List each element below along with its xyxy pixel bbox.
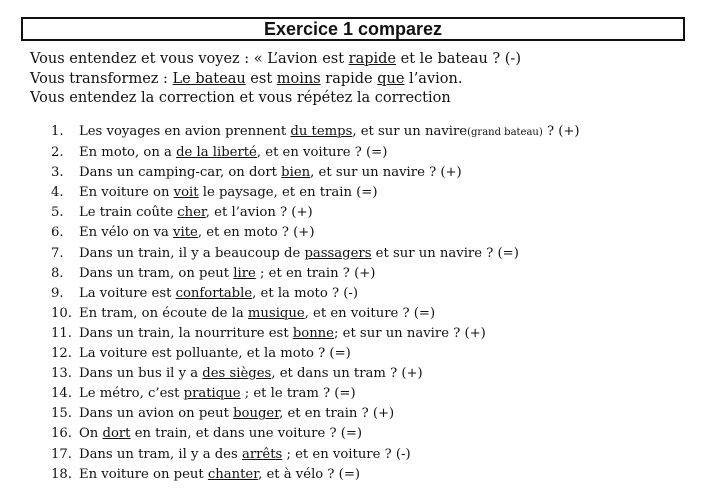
item-number: 2. (51, 145, 64, 161)
list-item (51, 163, 580, 183)
item-text (79, 122, 580, 143)
item-text (79, 364, 423, 384)
item-number: 13. (51, 366, 72, 382)
item-text-before: Dans un camping-car, on dort (79, 165, 282, 181)
item-text-after: , et en voiture ? (=) (304, 305, 436, 321)
item-text-after: , et en voiture ? (=) (256, 145, 388, 161)
item-text-after: ; et en train ? (+) (255, 265, 376, 281)
item-text-after: , et sur un navire ? (+) (310, 165, 462, 181)
underlined-word: arrêts (241, 446, 283, 462)
underlined-word: vite (173, 225, 198, 241)
item-text-after: , et en moto ? (+) (197, 225, 315, 241)
item-text (79, 404, 394, 424)
item-note: (grand bateau) (467, 127, 543, 138)
item-number: 4. (51, 185, 64, 201)
underlined-word: confortable (175, 285, 253, 301)
item-text-before: On (79, 426, 103, 442)
item-text (79, 465, 360, 485)
item-text (79, 143, 387, 163)
item-text-after: ; et en voiture ? (-) (282, 446, 411, 462)
underlined-word: passagers (304, 245, 372, 261)
item-text (79, 424, 362, 444)
underlined-word: voit (173, 185, 199, 201)
underlined-word: cher (177, 205, 206, 221)
underlined-word: bouger (233, 406, 280, 422)
list-item (51, 223, 580, 243)
item-number: 14. (51, 386, 72, 402)
item-text-before: La voiture est polluante, et la moto ? (=) (79, 346, 351, 362)
underlined-word: musique (247, 305, 305, 321)
item-text (79, 264, 375, 284)
item-text-before: Dans un bus il y a (79, 366, 203, 382)
list-item (51, 344, 580, 364)
item-text-after: , et en train ? (+) (279, 406, 395, 422)
item-text-after: , et la moto ? (-) (252, 285, 358, 301)
item-text-before: En vélo on va (79, 225, 174, 241)
item-number: 1. (51, 124, 64, 139)
underlined-word: de la liberté (176, 145, 257, 161)
item-text-before: Le train coûte (79, 205, 178, 221)
underlined-word: dort (102, 426, 131, 442)
item-text-before: Le métro, c’est (79, 386, 184, 402)
instructions (30, 50, 521, 109)
list-item (51, 143, 580, 163)
list-item (51, 284, 580, 304)
item-text-before: Dans un tram, on peut (79, 265, 234, 281)
instruction-line-2: Vous transformez : Le bateau est moins rapide que l’avion. (30, 70, 463, 87)
item-text-after: , et l’avion ? (+) (205, 205, 313, 221)
underlined-word: lire (233, 265, 256, 281)
list-item (51, 264, 580, 284)
item-text-after: ; et le tram ? (=) (240, 386, 356, 402)
item-text (79, 344, 351, 364)
list-item (51, 465, 580, 485)
item-text-after: et sur un navire ? (=) (371, 245, 519, 261)
item-text (79, 384, 356, 404)
page-title: Exercice 1 comparez (263, 18, 443, 39)
item-text (79, 445, 411, 465)
underlined-word: des sièges (202, 366, 272, 382)
item-text (79, 203, 313, 223)
underlined-word: pratique (183, 386, 241, 402)
item-text-after: le paysage, et en train (=) (198, 185, 378, 201)
item-number: 16. (51, 426, 72, 442)
list-item (51, 424, 580, 444)
item-text (79, 244, 519, 264)
item-number: 8. (51, 265, 64, 281)
list-item (51, 324, 580, 344)
item-text-after: , et à vélo ? (=) (258, 466, 361, 482)
instruction-line-3: Vous entendez la correction et vous répétez la correction (30, 90, 451, 106)
list-item (51, 445, 580, 465)
item-number: 15. (51, 406, 72, 422)
list-item (51, 122, 580, 143)
underlined-word: bonne (292, 325, 334, 341)
item-text-end: ? (+) (542, 124, 580, 139)
item-text (79, 163, 462, 183)
list-item (51, 404, 580, 424)
item-text (79, 183, 377, 203)
item-number: 7. (51, 245, 64, 261)
item-text-before: En moto, on a (79, 145, 177, 161)
underlined-word: bien (281, 165, 311, 181)
item-text-before: La voiture est (79, 285, 176, 301)
item-text (79, 324, 486, 344)
underlined-word: du temps (290, 124, 353, 139)
underlined-word: rapide (348, 51, 397, 67)
item-number: 6. (51, 225, 64, 241)
item-text-before: En voiture on (79, 185, 174, 201)
item-text (79, 284, 358, 304)
title-box (21, 17, 685, 41)
item-number: 3. (51, 165, 64, 181)
item-text-before: Dans un avion on peut (79, 406, 234, 422)
list-item (51, 304, 580, 324)
item-text-before: Dans un train, la nourriture est (79, 325, 293, 341)
item-text-before: Dans un train, il y a beaucoup de (79, 245, 305, 261)
item-number: 12. (51, 346, 72, 362)
item-text (79, 304, 435, 324)
item-number: 9. (51, 285, 64, 301)
item-text-before: Les voyages en avion prennent (79, 124, 291, 139)
item-text-after: en train, et dans une voiture ? (=) (130, 426, 363, 442)
item-text-after: , et sur un navire (352, 124, 468, 139)
item-number: 18. (51, 466, 72, 482)
item-number: 10. (51, 305, 72, 321)
item-text-after: , et dans un tram ? (+) (271, 366, 423, 382)
list-item (51, 384, 580, 404)
item-text-before: En voiture on peut (79, 466, 208, 482)
item-text (79, 223, 314, 243)
item-text-before: En tram, on écoute de la (79, 305, 248, 321)
instruction-line-1: Vous entendez et vous voyez : « L’avion est rapide et le bateau ? (-) (30, 51, 521, 67)
item-number: 5. (51, 205, 64, 221)
exercise-list (51, 122, 580, 485)
list-item (51, 183, 580, 203)
list-item (51, 364, 580, 384)
list-item (51, 203, 580, 223)
item-text-after: ; et sur un navire ? (+) (334, 325, 486, 341)
underlined-word: chanter (207, 466, 259, 482)
item-number: 11. (51, 325, 72, 341)
item-text-before: Dans un tram, il y a des (79, 446, 242, 462)
item-number: 17. (51, 446, 72, 462)
list-item (51, 244, 580, 264)
